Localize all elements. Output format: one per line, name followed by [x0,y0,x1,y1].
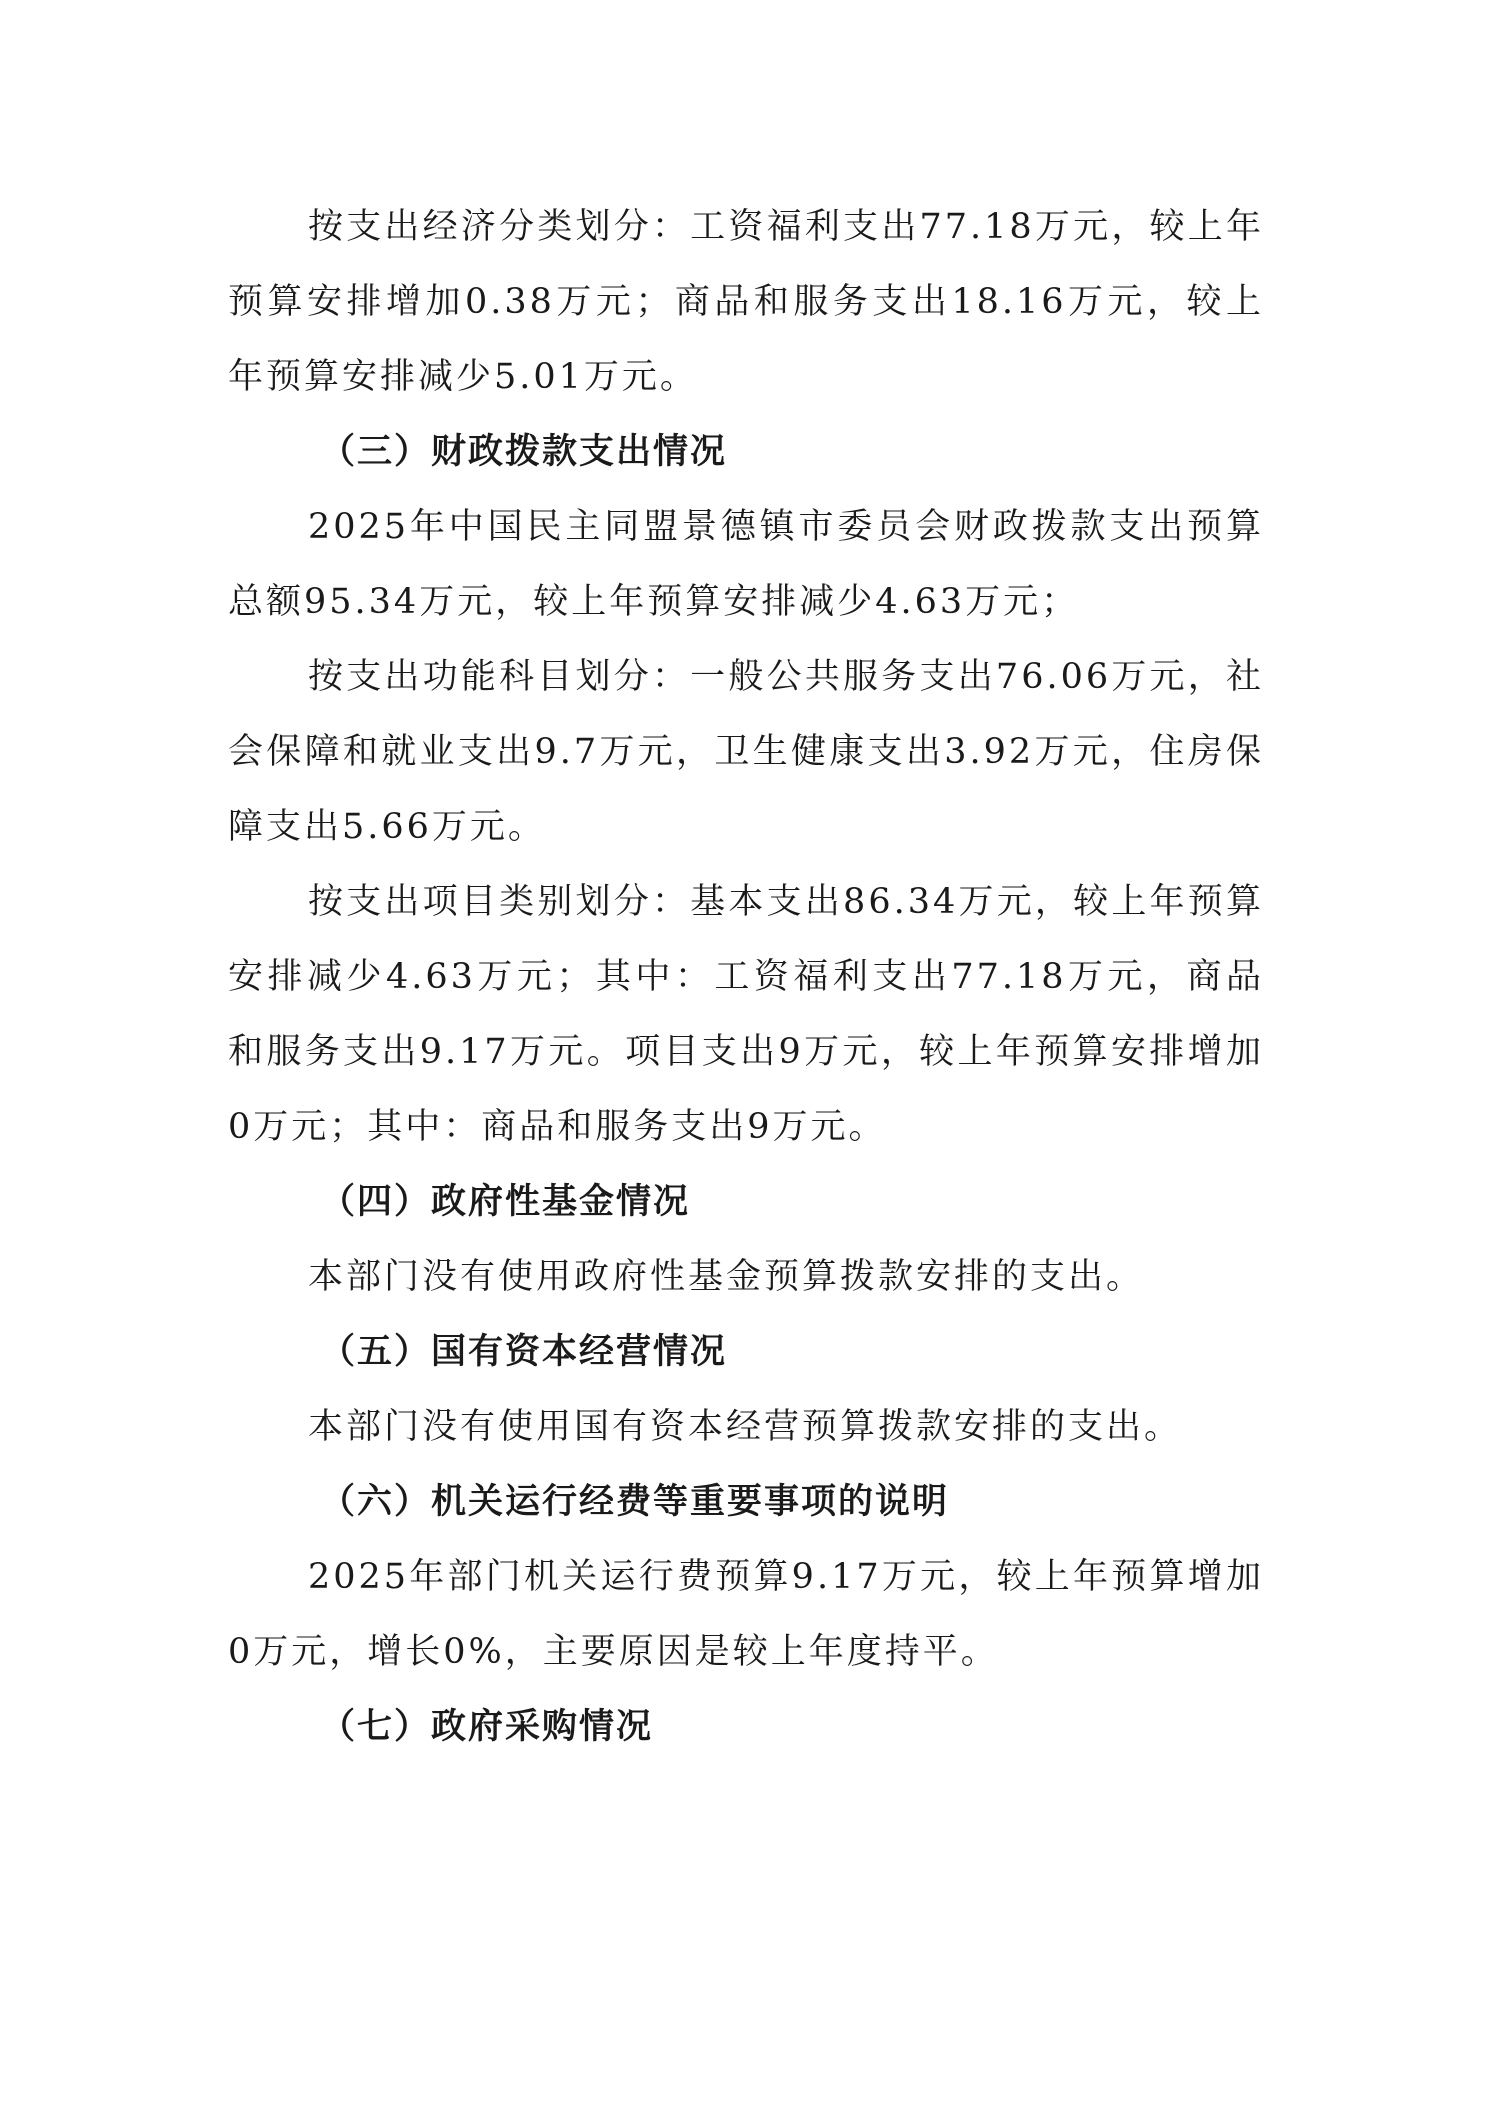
paragraph-state-capital: 本部门没有使用国有资本经营预算拨款安排的支出。 [308,1407,1183,1447]
section-heading-state-capital: （五）国有资本经营情况 [320,1332,728,1372]
paragraph-fiscal-total: 2025年中国民主同盟景德镇市委员会财政拨款支出预算总额95.34万元，较上年预算安排减少4.63万元； [228,507,1264,622]
paragraph-government-fund: 本部门没有使用政府性基金预算拨款安排的支出。 [308,1257,1145,1297]
paragraph-project-category: 按支出项目类别划分：基本支出86.34万元，较上年预算安排减少4.63万元；其中：工资福利支出77.18万元，商品和服务支出9.17万元。项目支出9万元，较上年预算安排增加0万元；其中：商品和服务支出9万元。 [228,882,1264,1147]
section-heading-government-fund: （四）政府性基金情况 [320,1182,691,1222]
section-heading-operating-expenses: （六）机关运行经费等重要事项的说明 [320,1482,950,1522]
section-heading-procurement: （七）政府采购情况 [320,1707,654,1747]
document-body [228,190,1264,1765]
paragraph-operating-expenses: 2025年部门机关运行费预算9.17万元，较上年预算增加0万元，增长0%，主要原因是较上年度持平。 [228,1557,1264,1672]
paragraph-economic-classification: 按支出经济分类划分：工资福利支出77.18万元，较上年预算安排增加0.38万元；商品和服务支出18.16万元，较上年预算安排减少5.01万元。 [228,207,1264,397]
section-heading-fiscal-expenditure: （三）财政拨款支出情况 [320,432,728,472]
paragraph-functional-classification: 按支出功能科目划分：一般公共服务支出76.06万元，社会保障和就业支出9.7万元，卫生健康支出3.92万元，住房保障支出5.66万元。 [228,657,1264,847]
